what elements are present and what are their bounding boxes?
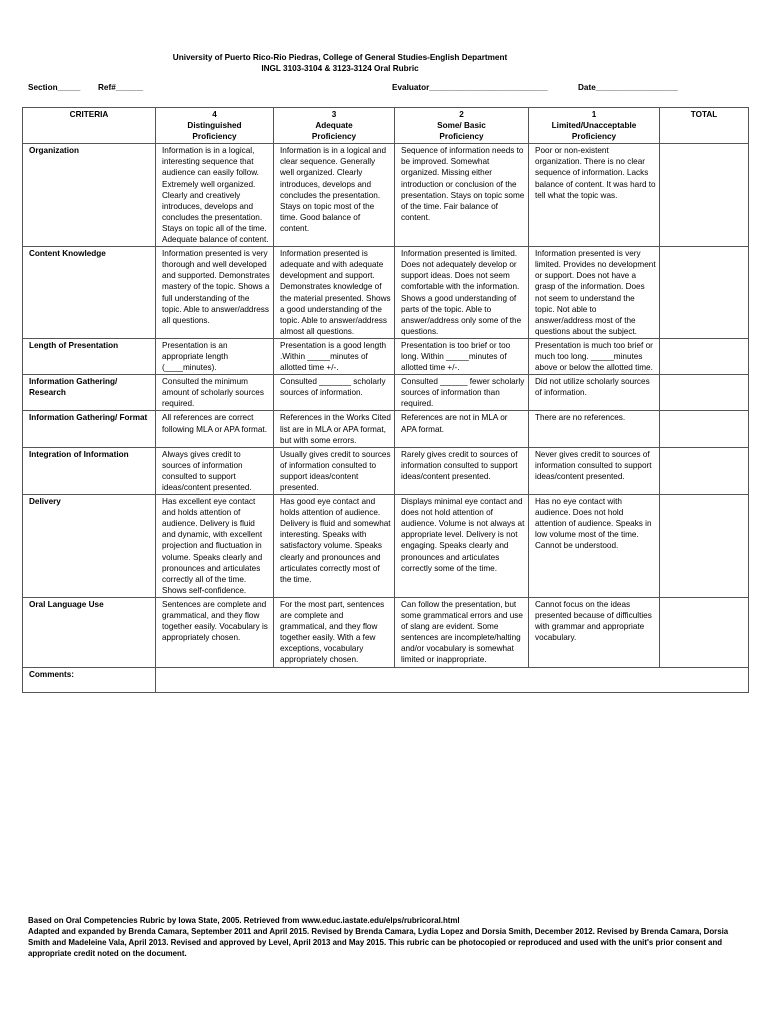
level-4-cell: Always gives credit to sources of information consulted to support ideas/content presented. [156, 447, 274, 494]
level-4-cell: All references are correct following MLA or APA format. [156, 411, 274, 447]
document-footer [28, 915, 746, 959]
total-header: TOTAL [660, 108, 749, 144]
level-2-cell: Presentation is too brief or too long. Within _____minutes of allotted time +/-. [395, 338, 529, 374]
level-3-cell: Information is in a logical and clear sequence. Generally well organized. Clearly introduces, develops and concludes the presentation. Stays on topic most of the time. Good balance of content. [274, 144, 395, 247]
level-3-cell: References in the Works Cited list are in MLA or APA format, but with some errors. [274, 411, 395, 447]
comments-row [23, 667, 749, 692]
level-2-cell: References are not in MLA or APA format. [395, 411, 529, 447]
level-3-cell: Information presented is adequate and with adequate development and support. Demonstrates knowledge of the material presented. Shows a good understanding of the topic. Able to answer/address almost all questions. [274, 247, 395, 339]
level-4-cell: Presentation is an appropriate length (____minutes). [156, 338, 274, 374]
rubric-table [22, 107, 749, 693]
level-2-cell: Sequence of information needs to be improved. Somewhat organized. Missing either introduction or conclusion of the presentation. Stays on topic some of the time. Fair balance of content. [395, 144, 529, 247]
level-4-cell: Information is in a logical, interesting sequence that audience can easily follow. Extremely well organized. Clearly and creatively introduces, develops and concludes the presentation. Stays on topic all of the time. Adequate balance of content. [156, 144, 274, 247]
rubric-title: INGL 3103-3104 & 3123-3124 Oral Rubric [261, 64, 419, 73]
total-cell[interactable] [660, 411, 749, 447]
rubric-row [23, 495, 749, 598]
level-4-cell: Has excellent eye contact and holds attention of audience. Delivery is fluid and dynamic, with excellent projection and fluctuation in volume. Speaks clearly and pronounces and articulates correctly all of the time. Shows self-confidence. [156, 495, 274, 598]
rubric-row [23, 247, 749, 339]
total-cell[interactable] [660, 495, 749, 598]
total-cell[interactable] [660, 338, 749, 374]
criterion-cell: Organization [23, 144, 156, 247]
level-2-cell: Displays minimal eye contact and does not hold attention of audience. Volume is not always at appropriate level. Delivery is not engaging. Speaks clearly and pronounces and articulates correctly some of the time. [395, 495, 529, 598]
total-cell[interactable] [660, 144, 749, 247]
criteria-header: CRITERIA [23, 108, 156, 144]
level-4-header: 4 Distinguished Proficiency [156, 108, 274, 144]
level-3-cell: For the most part, sentences are complete and grammatical, and they flow together easily. With a few exceptions, vocabulary appropriately chosen. [274, 597, 395, 667]
level-4-cell: Sentences are complete and grammatical, and they flow together easily. Vocabulary is appropriately chosen. [156, 597, 274, 667]
section-field: Section_____ [28, 83, 81, 92]
level-2-header: 2 Some/ Basic Proficiency [395, 108, 529, 144]
institution-line: University of Puerto Rico-Rio Piedras, College of General Studies-English Department [172, 53, 508, 62]
date-field: Date__________________ [578, 83, 678, 92]
rubric-row [23, 411, 749, 447]
comments-label: Comments: [23, 667, 156, 692]
total-cell[interactable] [660, 375, 749, 411]
level-1-header: 1 Limited/Unacceptable Proficiency [529, 108, 660, 144]
level-4-cell: Consulted the minimum amount of scholarly sources required. [156, 375, 274, 411]
level-1-cell: Cannot focus on the ideas presented because of difficulties with grammar and appropriate vocabulary. [529, 597, 660, 667]
level-1-cell: Poor or non-existent organization. There is no clear sequence of information. Lacks balance of content. It was hard to tell what the topic was. [529, 144, 660, 247]
total-cell[interactable] [660, 597, 749, 667]
level-3-cell: Presentation is a good length .Within _____minutes of allotted time +/-. [274, 338, 395, 374]
level-1-cell: Information presented is very limited. Provides no development or support. Does not have a grasp of the information. Does not seem to understand the topic. Not able to answer/address most of the questions about the subject. [529, 247, 660, 339]
criterion-cell: Information Gathering/ Research [23, 375, 156, 411]
document-header [0, 52, 680, 74]
level-1-cell: Never gives credit to sources of information consulted to support ideas/content presented. [529, 447, 660, 494]
level-3-cell: Consulted _______ scholarly sources of information. [274, 375, 395, 411]
evaluator-field: Evaluator__________________________ [392, 83, 548, 92]
level-3-cell: Has good eye contact and holds attention of audience. Delivery is fluid and somewhat interesting. Speaks with satisfactory volume. Speaks clearly and pronounces and articulates correctly most of the time. [274, 495, 395, 598]
header-row [23, 108, 749, 144]
level-2-cell: Rarely gives credit to sources of information consulted to support ideas/content presented. [395, 447, 529, 494]
rubric-row [23, 375, 749, 411]
level-2-cell: Consulted ______ fewer scholarly sources of information than required. [395, 375, 529, 411]
revision-note: Adapted and expanded by Brenda Camara, September 2011 and April 2015. Revised by Brenda Camara, Lydia Lopez and Dorsia Smith, December 2012. Revised by Brenda Camara, Dorsia Smith and Madeleine Vala, April 2013. Revised and approved by Level, April 2013 and May 2015. This rubric can be photocopied or reproduced and used with the unit's prior consent and appropriate credit noted on the document. [28, 927, 729, 958]
total-cell[interactable] [660, 447, 749, 494]
criterion-cell: Content Knowledge [23, 247, 156, 339]
criterion-cell: Length of Presentation [23, 338, 156, 374]
level-3-cell: Usually gives credit to sources of information consulted to support ideas/content presented. [274, 447, 395, 494]
criterion-cell: Information Gathering/ Format [23, 411, 156, 447]
rubric-row [23, 447, 749, 494]
total-cell[interactable] [660, 247, 749, 339]
criterion-cell: Delivery [23, 495, 156, 598]
level-2-cell: Can follow the presentation, but some grammatical errors and use of slang are evident. Some sentences are incomplete/halting and/or vocabulary is somewhat limited or inappropriate. [395, 597, 529, 667]
rubric-row [23, 338, 749, 374]
level-1-cell: Did not utilize scholarly sources of information. [529, 375, 660, 411]
criterion-cell: Integration of Information [23, 447, 156, 494]
source-note: Based on Oral Competencies Rubric by Iowa State, 2005. Retrieved from www.educ.iastate.edu/elps/rubricoral.html [28, 916, 460, 925]
level-1-cell: Has no eye contact with audience. Does not hold attention of audience. Speaks in low volume most of the time. Cannot be understood. [529, 495, 660, 598]
level-3-header: 3 Adequate Proficiency [274, 108, 395, 144]
level-4-cell: Information presented is very thorough and well developed and supported. Demonstrates mastery of the topic. Shows a full understanding of the topic. Able to answer/address all questions. [156, 247, 274, 339]
level-1-cell: There are no references. [529, 411, 660, 447]
level-1-cell: Presentation is much too brief or much too long. _____minutes above or below the allotted time. [529, 338, 660, 374]
rubric-row [23, 597, 749, 667]
level-2-cell: Information presented is limited. Does not adequately develop or support ideas. Does not seem comfortable with the information. Shows a good understanding of parts of the topic. Able to answer/address only some of the questions. [395, 247, 529, 339]
rubric-row [23, 144, 749, 247]
criterion-cell: Oral Language Use [23, 597, 156, 667]
comments-field[interactable] [156, 667, 749, 692]
ref-field: Ref#______ [98, 83, 144, 92]
